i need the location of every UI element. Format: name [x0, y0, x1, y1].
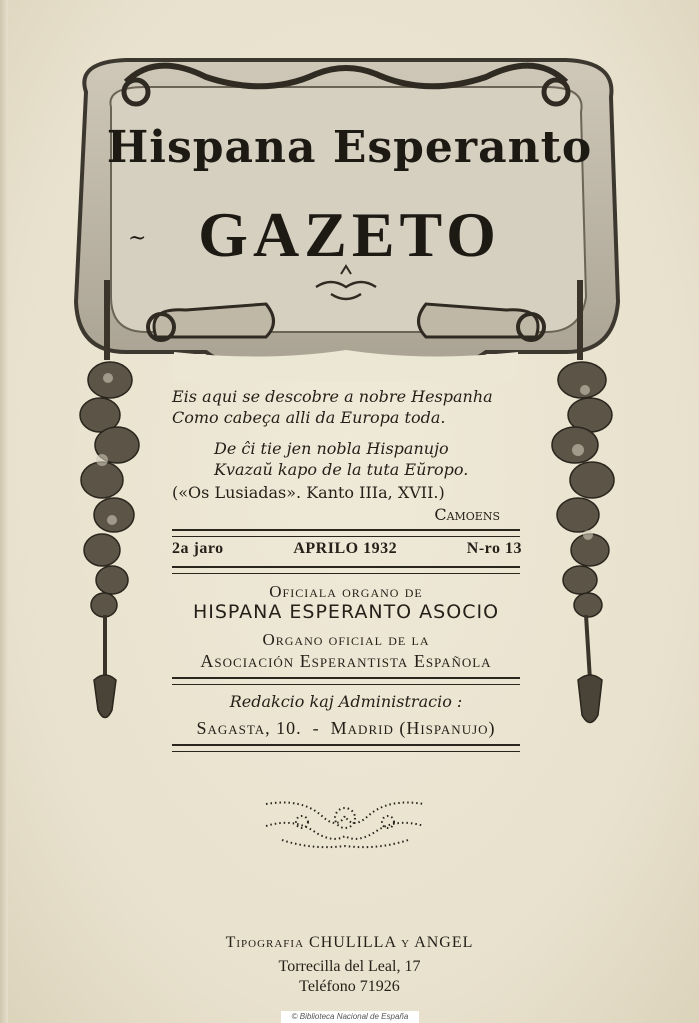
printer-phone: Teléfono 71926 [299, 978, 400, 995]
address-line: Sagasta, 10. - Madrid (Hispanujo) [196, 718, 496, 738]
address-label: Redakcio kaj Administracio : [229, 692, 463, 711]
left-garland-ornament [72, 280, 152, 740]
epigraph-source: («Os Lusiadas». Kanto IIIa, XVII.) [172, 483, 445, 502]
masthead-title-line2: GAZETO [198, 199, 501, 270]
masthead-dash: ~ [128, 226, 147, 251]
issue-date: APRILO 1932 [293, 540, 398, 557]
dotted-ornament [262, 796, 428, 852]
organ-eo-name: HISPANA ESPERANTO ASOCIO [192, 601, 500, 623]
epigraph-eo-line-1: De ĉi tie jen nobla Hispanujo [214, 439, 449, 458]
divider-rule [172, 677, 520, 685]
issue-year: 2a jaro [172, 540, 224, 557]
issue-number: N-ro 13 [466, 540, 522, 557]
epigraph-author: Camoens [434, 505, 500, 524]
epigraph-pt-line-2: Como cabeça alli da Europa toda. [172, 408, 446, 427]
masthead-title-line1: Hispana Esperanto [106, 122, 593, 173]
divider-rule [172, 529, 520, 537]
printer-name: Tipografia CHULILLA y ANGEL [225, 934, 474, 951]
organ-es-name: Asociación Esperantista Española [200, 651, 492, 671]
organ-es-label: Organo oficial de la [262, 630, 430, 649]
epigraph-pt-line-1: Eis aqui se descobre a nobre Hespanha [172, 387, 493, 406]
printer-street: Torrecilla del Leal, 17 [278, 958, 421, 975]
issue-info-row [172, 540, 522, 558]
epigraph-esperanto [214, 438, 514, 480]
right-garland-ornament [540, 280, 630, 750]
divider-rule [172, 744, 520, 752]
library-credit: © Biblioteca Nacional de España [281, 1011, 419, 1023]
organ-eo-label: Oficiala organo de [269, 582, 423, 601]
epigraph-portuguese [172, 386, 522, 428]
epigraph-eo-line-2: Kvazaŭ kapo de la tuta Eŭropo. [214, 460, 469, 479]
divider-rule [172, 566, 520, 574]
